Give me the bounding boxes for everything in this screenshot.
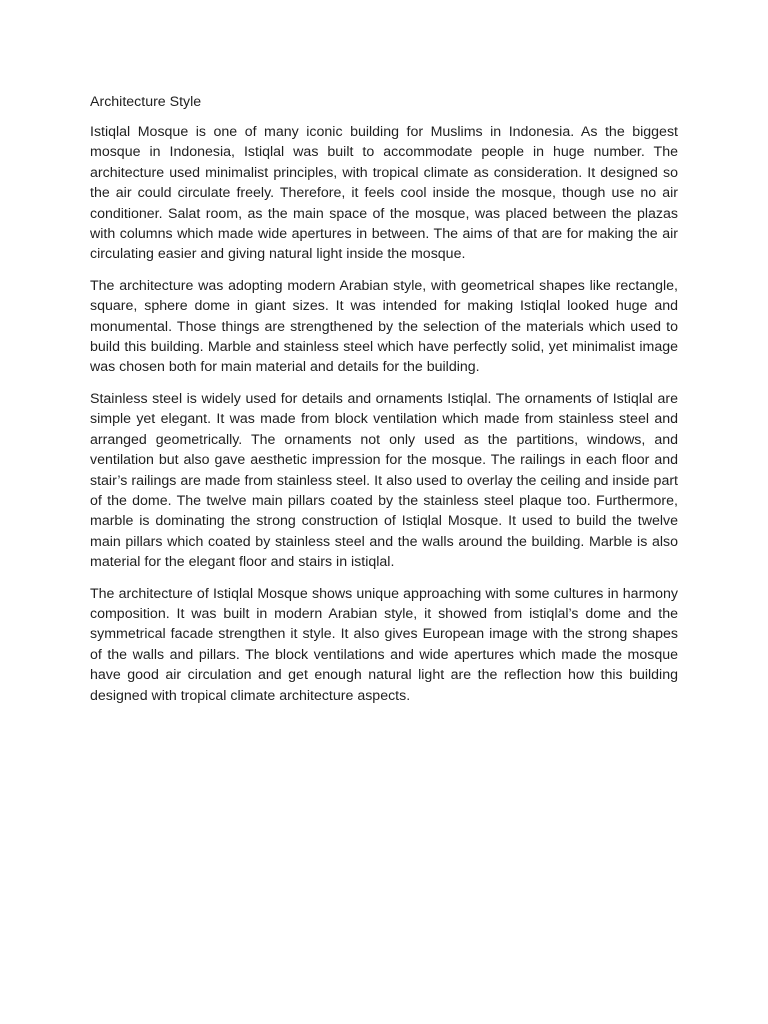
paragraph-2: The architecture was adopting modern Arabian style, with geometrical shapes like rectangle, square, sphere dome in giant sizes. It was intended for making Istiqlal looked huge and monumental. Those things are strengthened by the selection of the materials which used to build this building. Marble and stainless steel which have perfectly solid, yet minimalist image was chosen both for main material and details for the building. xyxy=(90,277,678,376)
document-page xyxy=(90,92,678,717)
document-title: Architecture Style xyxy=(90,94,202,110)
paragraph-4: The architecture of Istiqlal Mosque shows unique approaching with some cultures in harmony composition. It was built in modern Arabian style, it showed from istiqlal’s dome and the symmetrical facade strengthen it style. It also gives European image with the strong shapes of the walls and pillars. The block ventilations and wide apertures which made the mosque have good air circulation and get enough natural light are the reflection how this building designed with tropical climate architecture aspects. xyxy=(90,585,678,704)
paragraph-1: Istiqlal Mosque is one of many iconic building for Muslims in Indonesia. As the biggest mosque in Indonesia, Istiqlal was built to accommodate people in huge number. The architecture used minimalist principles, with tropical climate as consideration. It designed so the air could circulate freely. Therefore, it feels cool inside the mosque, though use no air conditioner. Salat room, as the main space of the mosque, was placed between the plazas with columns which made wide apertures in between. The aims of that are for making the air circulating easier and giving natural light inside the mosque. xyxy=(90,124,678,263)
paragraph-3: Stainless steel is widely used for details and ornaments Istiqlal. The ornaments of Istiqlal are simple yet elegant. It was made from block ventilation which made from stainless steel and arranged geometrically. The ornaments not only used as the partitions, windows, and ventilation but also gave aesthetic impression for the mosque. The railings in each floor and stair’s railings are made from stainless steel. It also used to overlay the ceiling and inside part of the dome. The twelve main pillars coated by the stainless steel plaque too. Furthermore, marble is dominating the strong construction of Istiqlal Mosque. It used to build the twelve main pillars which coated by stainless steel and the walls around the building. Marble is also material for the elegant floor and stairs in istiqlal. xyxy=(90,390,678,571)
